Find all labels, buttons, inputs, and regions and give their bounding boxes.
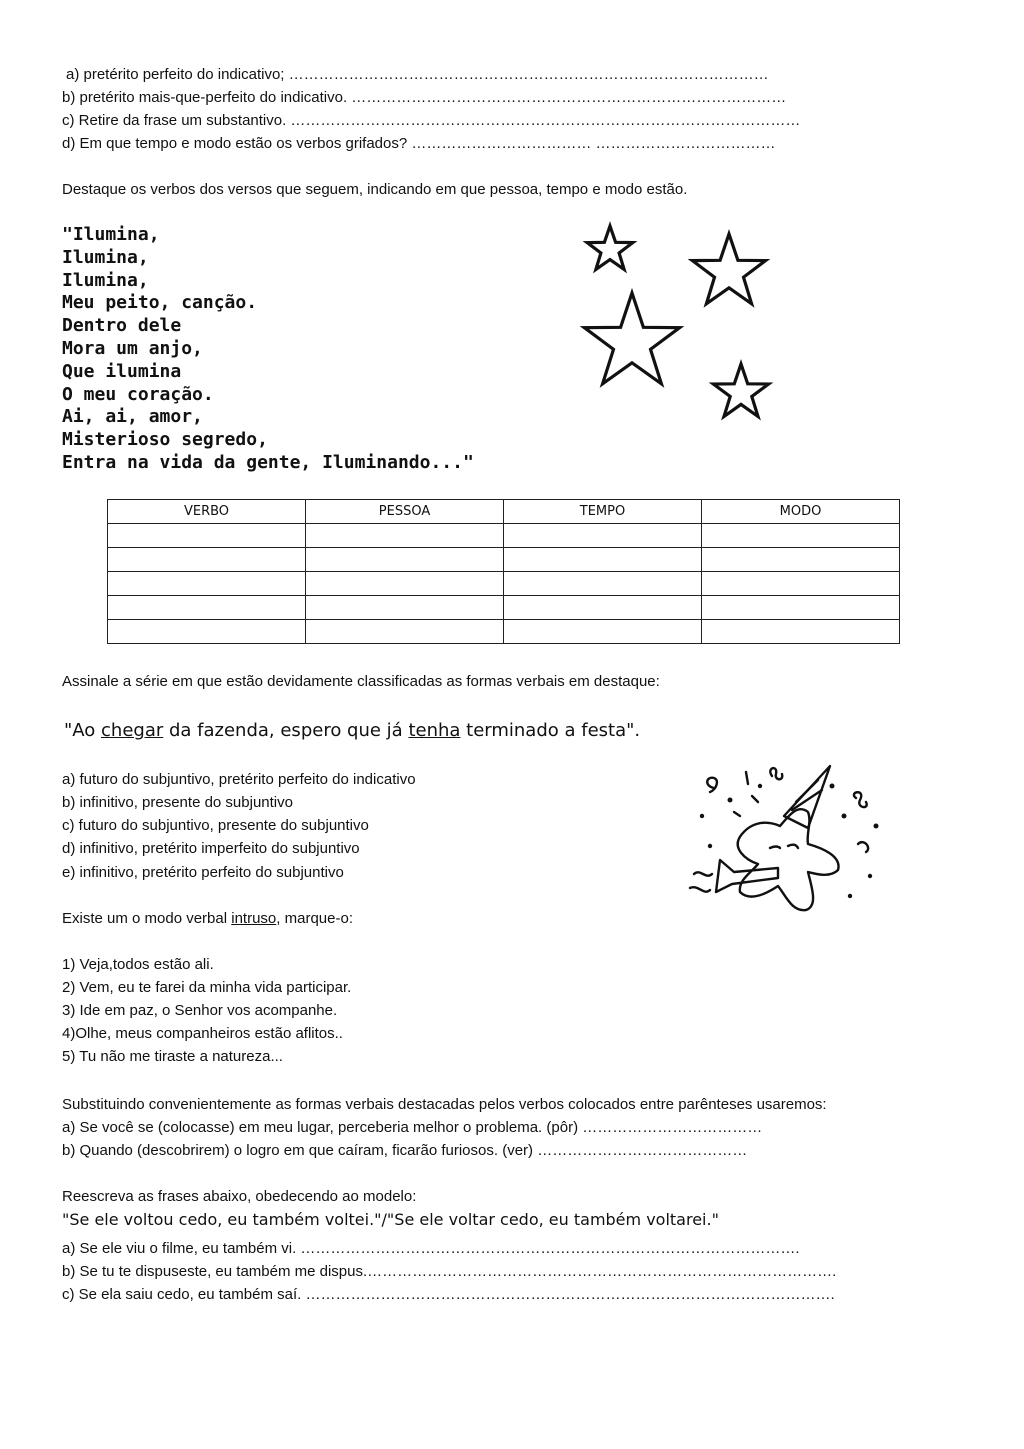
table-row (108, 596, 900, 620)
table-cell[interactable] (702, 596, 900, 620)
table-cell[interactable] (504, 524, 702, 548)
poem-line: Ilumina, (62, 269, 149, 291)
instruction-verbs: Destaque os verbos dos versos que seguem, indicando em que pessoa, tempo e modo estão. (62, 181, 688, 198)
series-option-c[interactable]: c) futuro do subjuntivo, presente do subjuntivo (62, 817, 369, 834)
table-cell[interactable] (108, 548, 306, 572)
table-cell[interactable] (108, 620, 306, 644)
series-option-d[interactable]: d) infinitivo, pretérito imperfeito do subjuntivo (62, 840, 360, 857)
header-pessoa: PESSOA (306, 500, 504, 524)
table-cell[interactable] (504, 572, 702, 596)
table-cell[interactable] (702, 572, 900, 596)
table-row (108, 620, 900, 644)
series-option-a[interactable]: a) futuro do subjuntivo, pretérito perfeito do indicativo (62, 771, 416, 788)
substituir-item-a[interactable]: a) Se você se (colocasse) em meu lugar, perceberia melhor o problema. (pôr) ……………………………… (62, 1119, 763, 1136)
poem-line: "Ilumina, (62, 224, 160, 245)
sentence-part: "Ao (64, 720, 102, 741)
stars-illustration (575, 220, 795, 430)
sentence-part: terminado a festa". (460, 720, 641, 741)
intruso-option-2[interactable]: 2) Vem, eu te farei da minha vida participar. (62, 979, 352, 996)
star-icon (692, 234, 765, 304)
table-cell[interactable] (306, 548, 504, 572)
table-cell[interactable] (702, 620, 900, 644)
reescreva-item-a[interactable]: a) Se ele viu o filme, eu também vi. ………………………………………………………………………………………. (62, 1240, 800, 1257)
substituir-prompt: Substituindo convenientemente as formas verbais destacadas pelos verbos colocados entre parênteses usaremos: (62, 1096, 827, 1113)
header-verbo: VERBO (108, 500, 306, 524)
table-cell[interactable] (504, 548, 702, 572)
star-icon (713, 364, 768, 417)
series-sentence (64, 720, 640, 741)
intro-item-c: c) Retire da frase um substantivo. ………………………………………………………………………………………… (62, 112, 801, 129)
table-cell[interactable] (306, 596, 504, 620)
intruso-option-3[interactable]: 3) Ide em paz, o Senhor vos acompanhe. (62, 1002, 338, 1019)
poem-line: Ai, ai, amor, (62, 406, 203, 428)
header-tempo: TEMPO (504, 500, 702, 524)
reescreva-item-c[interactable]: c) Se ela saiu cedo, eu também saí. ……………………………………………………………………………………………. (62, 1286, 835, 1303)
table-cell[interactable] (306, 620, 504, 644)
poem (62, 224, 474, 475)
table-header-row (108, 500, 900, 524)
verb-table (107, 499, 900, 644)
intruso-keyword: intruso (231, 910, 277, 927)
intruso-option-5[interactable]: 5) Tu não me tiraste a natureza... (62, 1048, 283, 1065)
intro-item-a: a) pretérito perfeito do indicativo; …………………………………………………………………………………… (66, 66, 769, 83)
reescreva-model: "Se ele voltou cedo, eu também voltei."/"Se ele voltar cedo, eu também voltarei." (62, 1210, 719, 1229)
intro-item-b: b) pretérito mais-que-perfeito do indicativo. …………………………………………………………………………… (62, 89, 787, 106)
table-row (108, 572, 900, 596)
table-cell[interactable] (702, 548, 900, 572)
intruso-option-4[interactable]: 4)Olhe, meus companheiros estão aflitos.. (62, 1025, 343, 1042)
table-cell[interactable] (504, 620, 702, 644)
substituir-item-b[interactable]: b) Quando (descobrirem) o logro em que caíram, ficarão furiosos. (ver) …………………………………… (62, 1142, 748, 1159)
sentence-part: da fazenda, espero que já (163, 720, 409, 741)
star-icon (584, 293, 679, 384)
table-cell[interactable] (702, 524, 900, 548)
star-icon (587, 226, 633, 269)
poem-line: Misterioso segredo, (62, 429, 268, 451)
poem-line: O meu coração. (62, 383, 214, 405)
poem-line: Entra na vida da gente, Iluminando..." (62, 451, 474, 473)
table-cell[interactable] (306, 524, 504, 548)
party-hat-icon (784, 766, 830, 828)
intruso-prompt-text: Existe um o modo verbal (62, 910, 232, 927)
series-option-b[interactable]: b) infinitivo, presente do subjuntivo (62, 794, 293, 811)
party-star-illustration (680, 756, 892, 922)
poem-line: Dentro dele (62, 315, 182, 337)
table-cell[interactable] (108, 596, 306, 620)
header-modo: MODO (702, 500, 900, 524)
intruso-prompt (62, 910, 353, 928)
poem-line: Que ilumina (62, 360, 182, 382)
table-cell[interactable] (306, 572, 504, 596)
reescreva-prompt: Reescreva as frases abaixo, obedecendo ao modelo: (62, 1188, 417, 1205)
intro-item-d: d) Em que tempo e modo estão os verbos grifados? ……………………………… ……………………………… (62, 135, 776, 152)
series-prompt: Assinale a série em que estão devidamente classificadas as formas verbais em destaque: (62, 673, 660, 690)
poem-line: Ilumina, (62, 246, 149, 268)
reescreva-item-b[interactable]: b) Se tu te dispuseste, eu também me dispus.…………………………………………………………………………………. (62, 1263, 837, 1280)
series-option-e[interactable]: e) infinitivo, pretérito perfeito do subjuntivo (62, 864, 344, 881)
sentence-part-underlined: chegar (101, 720, 164, 741)
table-row (108, 524, 900, 548)
sentence-part-underlined: tenha (408, 720, 461, 741)
intruso-prompt-text: , marque-o: (276, 910, 353, 927)
table-cell[interactable] (108, 524, 306, 548)
poem-line: Meu peito, canção. (62, 292, 258, 314)
table-row (108, 548, 900, 572)
table-cell[interactable] (504, 596, 702, 620)
intruso-option-1[interactable]: 1) Veja,todos estão ali. (62, 956, 214, 973)
poem-line: Mora um anjo, (62, 337, 203, 359)
party-star-body (738, 809, 839, 910)
table-cell[interactable] (108, 572, 306, 596)
